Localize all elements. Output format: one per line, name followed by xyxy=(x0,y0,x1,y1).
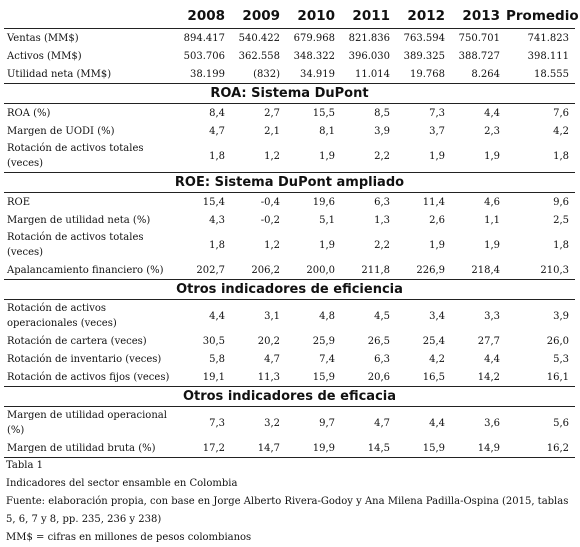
value-cell: 7,3 xyxy=(209,417,225,429)
value-cell: 4,7 xyxy=(209,125,225,137)
average-cell: 210,3 xyxy=(540,264,569,276)
value-cell: 2,1 xyxy=(264,125,280,137)
value-cell: 11,3 xyxy=(257,371,280,383)
value-cell: 14,2 xyxy=(477,371,500,383)
row-label: Rotación de activos totales (veces) xyxy=(7,143,144,169)
value-cell: 11.014 xyxy=(355,68,390,80)
row-label: Rotación de inventario (veces) xyxy=(7,353,162,365)
value-cell: 25,9 xyxy=(312,335,335,347)
value-cell: 15,5 xyxy=(312,107,335,119)
indicators-table xyxy=(4,4,579,458)
value-cell: 1,9 xyxy=(429,150,445,162)
row-label: Margen de utilidad neta (%) xyxy=(7,214,151,226)
value-cell: 19,1 xyxy=(202,371,225,383)
value-cell: 894.417 xyxy=(183,32,225,44)
average-cell: 5,3 xyxy=(553,353,569,365)
value-cell: 540.422 xyxy=(238,32,280,44)
value-cell: 7,3 xyxy=(429,107,445,119)
value-cell: 1,9 xyxy=(429,239,445,251)
value-cell: 19,6 xyxy=(312,196,335,208)
value-cell: 2,6 xyxy=(429,214,445,226)
value-cell: 8,4 xyxy=(209,107,225,119)
value-cell: -0,4 xyxy=(260,196,280,208)
table-row xyxy=(4,407,575,440)
value-cell: 20,6 xyxy=(367,371,390,383)
value-cell: 30,5 xyxy=(202,335,225,347)
row-label: Rotación de activos fijos (veces) xyxy=(7,371,170,383)
value-cell: 3,2 xyxy=(264,417,280,429)
value-cell: 15,9 xyxy=(396,439,451,458)
year-header: 2010 xyxy=(286,4,341,29)
value-cell: 1,8 xyxy=(209,239,225,251)
table-row xyxy=(4,65,575,84)
row-label: Activos (MM$) xyxy=(7,50,82,62)
value-cell: 3,3 xyxy=(484,310,500,322)
value-cell: 5,1 xyxy=(319,214,335,226)
table-row xyxy=(4,350,575,368)
value-cell: 27,7 xyxy=(477,335,500,347)
table-row xyxy=(4,332,575,350)
average-cell: 398.111 xyxy=(527,50,569,62)
average-cell: 2,5 xyxy=(553,214,569,226)
value-cell: 3,4 xyxy=(429,310,445,322)
value-cell: 1,2 xyxy=(264,239,280,251)
table-caption: Indicadores del sector ensamble en Colombia xyxy=(6,478,238,489)
value-cell: 763.594 xyxy=(403,32,445,44)
value-cell: 1,1 xyxy=(484,214,500,226)
header-row xyxy=(4,4,575,29)
value-cell: 2,7 xyxy=(264,107,280,119)
year-header: 2009 xyxy=(231,4,286,29)
value-cell: 19,9 xyxy=(286,439,341,458)
value-cell: 11,4 xyxy=(422,196,445,208)
value-cell: 8,5 xyxy=(374,107,390,119)
value-cell: 38.199 xyxy=(190,68,225,80)
value-cell: 7,4 xyxy=(319,353,335,365)
value-cell: 2,2 xyxy=(374,150,390,162)
value-cell: 750.701 xyxy=(458,32,500,44)
value-cell: 4,5 xyxy=(374,310,390,322)
average-cell: 741.823 xyxy=(527,32,569,44)
table-row xyxy=(4,104,575,123)
year-header: 2013 xyxy=(451,4,506,29)
header-label-cell xyxy=(4,4,176,29)
value-cell: 396.030 xyxy=(348,50,390,62)
value-cell: 15,4 xyxy=(202,196,225,208)
average-cell: 16,1 xyxy=(546,371,569,383)
value-cell: 202,7 xyxy=(196,264,225,276)
value-cell: 14,5 xyxy=(341,439,396,458)
value-cell: 1,9 xyxy=(319,150,335,162)
table-header xyxy=(4,4,579,29)
average-cell: 9,6 xyxy=(553,196,569,208)
table-body xyxy=(4,29,575,458)
value-cell: 1,9 xyxy=(484,239,500,251)
value-cell: 226,9 xyxy=(416,264,445,276)
section-header-row xyxy=(4,280,575,300)
value-cell: 4,2 xyxy=(429,353,445,365)
row-label: Margen de utilidad bruta (%) xyxy=(4,439,176,458)
value-cell: 362.558 xyxy=(238,50,280,62)
value-cell: 3,7 xyxy=(429,125,445,137)
table-number: Tabla 1 xyxy=(6,460,43,471)
value-cell: 218,4 xyxy=(471,264,500,276)
row-label: ROA (%) xyxy=(7,107,51,119)
value-cell: 348.322 xyxy=(293,50,335,62)
value-cell: 25,4 xyxy=(422,335,445,347)
year-header: 2012 xyxy=(396,4,451,29)
average-header: Promedio xyxy=(506,4,575,29)
value-cell: 4,6 xyxy=(484,196,500,208)
table-row xyxy=(4,300,575,333)
year-header: 2011 xyxy=(341,4,396,29)
value-cell: 1,8 xyxy=(209,150,225,162)
section-header-row xyxy=(4,173,575,193)
table-row xyxy=(4,140,575,173)
value-cell: 8,1 xyxy=(319,125,335,137)
value-cell: 4,8 xyxy=(319,310,335,322)
value-cell: 9,7 xyxy=(319,417,335,429)
value-cell: 14,9 xyxy=(451,439,506,458)
table-row xyxy=(4,193,575,212)
value-cell: 1,3 xyxy=(374,214,390,226)
value-cell: 19.768 xyxy=(410,68,445,80)
row-label: Rotación de activos operacionales (veces) xyxy=(7,303,117,329)
value-cell: 4,7 xyxy=(264,353,280,365)
value-cell: 200,0 xyxy=(306,264,335,276)
row-label: Ventas (MM$) xyxy=(7,32,79,44)
average-cell: 16,2 xyxy=(506,439,575,458)
value-cell: (832) xyxy=(253,68,280,80)
average-cell: 7,6 xyxy=(553,107,569,119)
average-cell: 4,2 xyxy=(553,125,569,137)
value-cell: 17,2 xyxy=(176,439,231,458)
value-cell: 4,3 xyxy=(209,214,225,226)
value-cell: 2,3 xyxy=(484,125,500,137)
table-row xyxy=(4,261,575,280)
table-row xyxy=(4,368,575,387)
average-cell: 18.555 xyxy=(534,68,569,80)
section-title: Otros indicadores de eficacia xyxy=(4,387,575,407)
value-cell: 16,5 xyxy=(422,371,445,383)
average-cell: 1,8 xyxy=(553,239,569,251)
value-cell: 821.836 xyxy=(348,32,390,44)
units-note: MM$ = cifras en millones de pesos colombianos xyxy=(6,532,252,543)
value-cell: 2,2 xyxy=(374,239,390,251)
value-cell: 1,2 xyxy=(264,150,280,162)
value-cell: 4,7 xyxy=(374,417,390,429)
value-cell: 1,9 xyxy=(319,239,335,251)
year-header: 2008 xyxy=(176,4,231,29)
value-cell: 3,6 xyxy=(484,417,500,429)
value-cell: 211,8 xyxy=(361,264,390,276)
row-label: Rotación de activos totales (veces) xyxy=(7,232,144,258)
value-cell: -0,2 xyxy=(260,214,280,226)
value-cell: 4,4 xyxy=(484,107,500,119)
value-cell: 4,4 xyxy=(484,353,500,365)
value-cell: 206,2 xyxy=(251,264,280,276)
value-cell: 389.325 xyxy=(403,50,445,62)
value-cell: 14,7 xyxy=(231,439,286,458)
average-cell: 5,6 xyxy=(553,417,569,429)
value-cell: 6,3 xyxy=(374,353,390,365)
table-row xyxy=(4,211,575,229)
value-cell: 8.264 xyxy=(471,68,500,80)
value-cell: 679.968 xyxy=(293,32,335,44)
average-cell: 26,0 xyxy=(546,335,569,347)
row-label: Margen de UODI (%) xyxy=(7,125,115,137)
value-cell: 5,8 xyxy=(209,353,225,365)
row-label: Margen de utilidad operacional (%) xyxy=(7,410,167,436)
value-cell: 503.706 xyxy=(183,50,225,62)
table-row xyxy=(4,229,575,261)
value-cell: 4,4 xyxy=(429,417,445,429)
value-cell: 20,2 xyxy=(257,335,280,347)
value-cell: 6,3 xyxy=(374,196,390,208)
table-notes xyxy=(6,457,576,547)
row-label: ROE xyxy=(7,196,31,208)
section-title: ROE: Sistema DuPont ampliado xyxy=(4,173,575,193)
section-header-row xyxy=(4,387,575,407)
value-cell: 1,9 xyxy=(484,150,500,162)
row-label: Apalancamiento financiero (%) xyxy=(7,264,164,276)
value-cell: 26,5 xyxy=(367,335,390,347)
section-title: Otros indicadores de eficiencia xyxy=(4,280,575,300)
value-cell: 388.727 xyxy=(458,50,500,62)
average-cell: 1,8 xyxy=(553,150,569,162)
row-label: Utilidad neta (MM$) xyxy=(7,68,112,80)
indicators-table-container xyxy=(4,4,579,458)
table-row xyxy=(4,29,575,48)
value-cell: 34.919 xyxy=(300,68,335,80)
value-cell: 4,4 xyxy=(209,310,225,322)
average-cell: 3,9 xyxy=(553,310,569,322)
row-label: Rotación de cartera (veces) xyxy=(7,335,147,347)
table-row xyxy=(4,122,575,140)
value-cell: 3,1 xyxy=(264,310,280,322)
table-source: Fuente: elaboración propia, con base en Jorge Alberto Rivera-Godoy y Ana Milena Padilla-Ospina (2015, tablas 5, 6, 7 y 8, pp. 235, 236 y 238) xyxy=(6,496,569,525)
value-cell: 15,9 xyxy=(312,371,335,383)
table-row xyxy=(4,439,575,458)
section-header-row xyxy=(4,84,575,104)
value-cell: 3,9 xyxy=(374,125,390,137)
section-title: ROA: Sistema DuPont xyxy=(4,84,575,104)
table-row xyxy=(4,47,575,65)
